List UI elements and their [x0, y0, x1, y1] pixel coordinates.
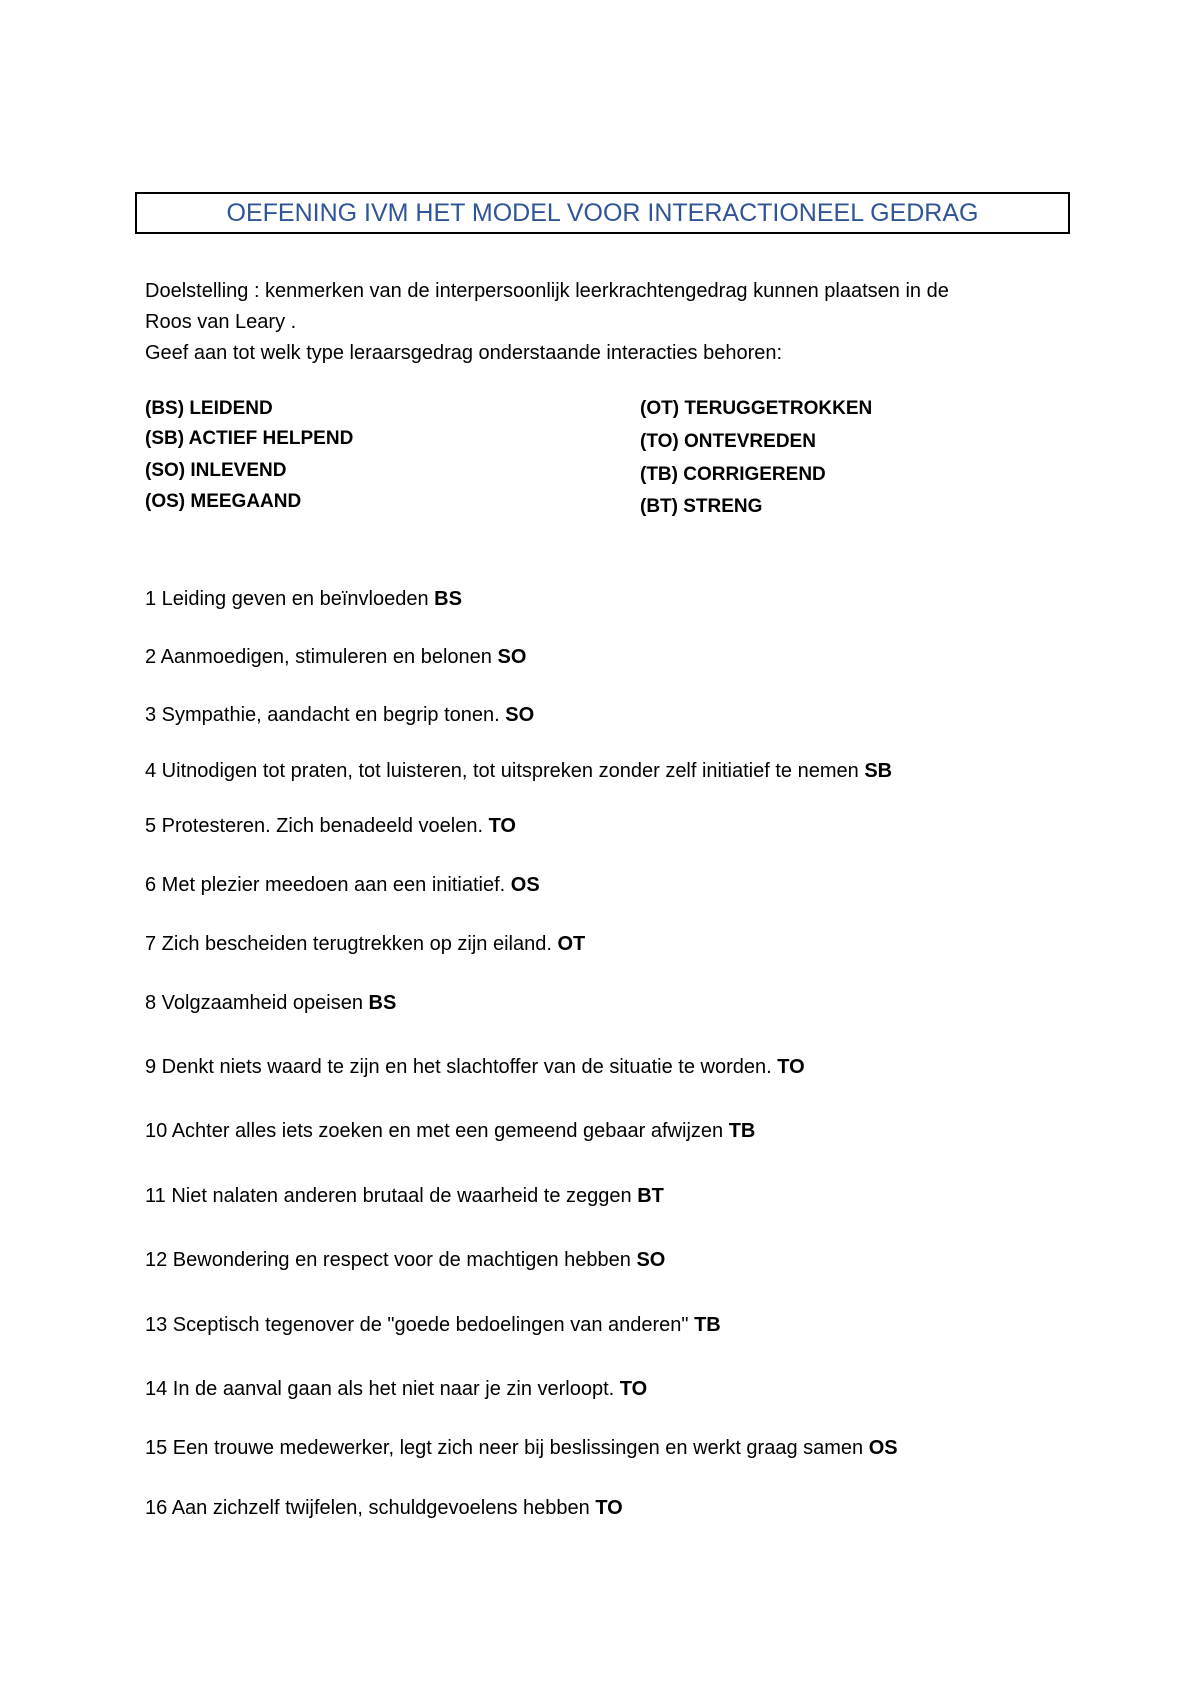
- item-answer: TB: [728, 1120, 756, 1142]
- exercise-item: [145, 815, 516, 838]
- intro-section: [145, 276, 1070, 369]
- item-text: 16 Aan zichzelf twijfelen, schuldgevoelens hebben: [145, 1497, 596, 1519]
- item-text: 14 In de aanval gaan als het niet naar je zin verloopt.: [145, 1378, 620, 1400]
- item-text: 7 Zich bescheiden terugtrekken op zijn eiland.: [145, 933, 558, 955]
- exercise-item: [145, 1185, 664, 1208]
- category-item: (OT) TERUGGETROKKEN: [640, 398, 873, 419]
- item-text: 1 Leiding geven en beïnvloeden: [145, 588, 435, 610]
- exercise-item: [145, 1497, 623, 1520]
- category-item: (BT) STRENG: [640, 496, 763, 517]
- exercise-item: [145, 1249, 665, 1272]
- item-text: 9 Denkt niets waard te zijn en het slachtoffer van de situatie te worden.: [145, 1056, 778, 1078]
- item-answer: SO: [497, 646, 527, 668]
- page-title: OEFENING IVM HET MODEL VOOR INTERACTIONEEL GEDRAG: [226, 198, 979, 227]
- category-item: (SB) ACTIEF HELPEND: [145, 428, 354, 449]
- item-text: 11 Niet nalaten anderen brutaal de waarheid te zeggen: [145, 1185, 638, 1207]
- exercise-item: [145, 1314, 721, 1337]
- exercise-item: [145, 992, 396, 1015]
- category-item: (TB) CORRIGEREND: [640, 464, 826, 485]
- exercise-item: [145, 1378, 647, 1401]
- category-item: (SO) INLEVEND: [145, 460, 287, 481]
- item-answer: SO: [505, 704, 535, 726]
- exercise-item: [145, 933, 585, 956]
- item-text: 4 Uitnodigen tot praten, tot luisteren, tot uitspreken zonder zelf initiatief te nemen: [145, 760, 865, 782]
- item-text: 15 Een trouwe medewerker, legt zich neer bij beslissingen en werkt graag samen: [145, 1437, 869, 1459]
- exercise-item: [145, 704, 534, 727]
- exercise-item: [145, 646, 526, 669]
- item-answer: TO: [619, 1378, 648, 1400]
- item-text: 5 Protesteren. Zich benadeeld voelen.: [145, 815, 489, 837]
- category-item: (BS) LEIDEND: [145, 398, 273, 419]
- item-answer: OT: [557, 933, 586, 955]
- item-answer: SB: [864, 760, 893, 782]
- item-answer: BS: [368, 992, 397, 1014]
- exercise-item: [145, 760, 892, 783]
- exercise-item: [145, 874, 540, 897]
- category-item: (TO) ONTEVREDEN: [640, 431, 816, 452]
- exercise-item: [145, 1120, 755, 1143]
- item-text: 12 Bewondering en respect voor de machtigen hebben: [145, 1249, 637, 1271]
- item-text: 10 Achter alles iets zoeken en met een gemeend gebaar afwijzen: [145, 1120, 729, 1142]
- title-box: [135, 192, 1070, 234]
- intro-line-1: Doelstelling : kenmerken van de interpersoonlijk leerkrachtengedrag kunnen plaatsen in de: [145, 280, 949, 302]
- item-text: 3 Sympathie, aandacht en begrip tonen.: [145, 704, 506, 726]
- item-answer: SO: [636, 1249, 666, 1271]
- intro-line-2: Roos van Leary .: [145, 311, 297, 333]
- item-text: 6 Met plezier meedoen aan een initiatief.: [145, 874, 511, 896]
- item-answer: BT: [637, 1185, 664, 1207]
- item-answer: TO: [488, 815, 516, 837]
- item-answer: BS: [434, 588, 462, 610]
- item-text: 8 Volgzaamheid opeisen: [145, 992, 369, 1014]
- exercise-item: [145, 588, 462, 611]
- intro-line-3: Geef aan tot welk type leraarsgedrag onderstaande interacties behoren:: [145, 342, 783, 364]
- item-text: 13 Sceptisch tegenover de "goede bedoelingen van anderen": [145, 1314, 695, 1336]
- item-answer: TB: [694, 1314, 721, 1336]
- exercise-item: [145, 1437, 898, 1460]
- item-text: 2 Aanmoedigen, stimuleren en belonen: [145, 646, 498, 668]
- item-answer: OS: [868, 1437, 898, 1459]
- item-answer: TO: [777, 1056, 805, 1078]
- category-item: (OS) MEEGAAND: [145, 491, 302, 512]
- exercise-item: [145, 1056, 805, 1079]
- item-answer: TO: [595, 1497, 623, 1519]
- item-answer: OS: [510, 874, 540, 896]
